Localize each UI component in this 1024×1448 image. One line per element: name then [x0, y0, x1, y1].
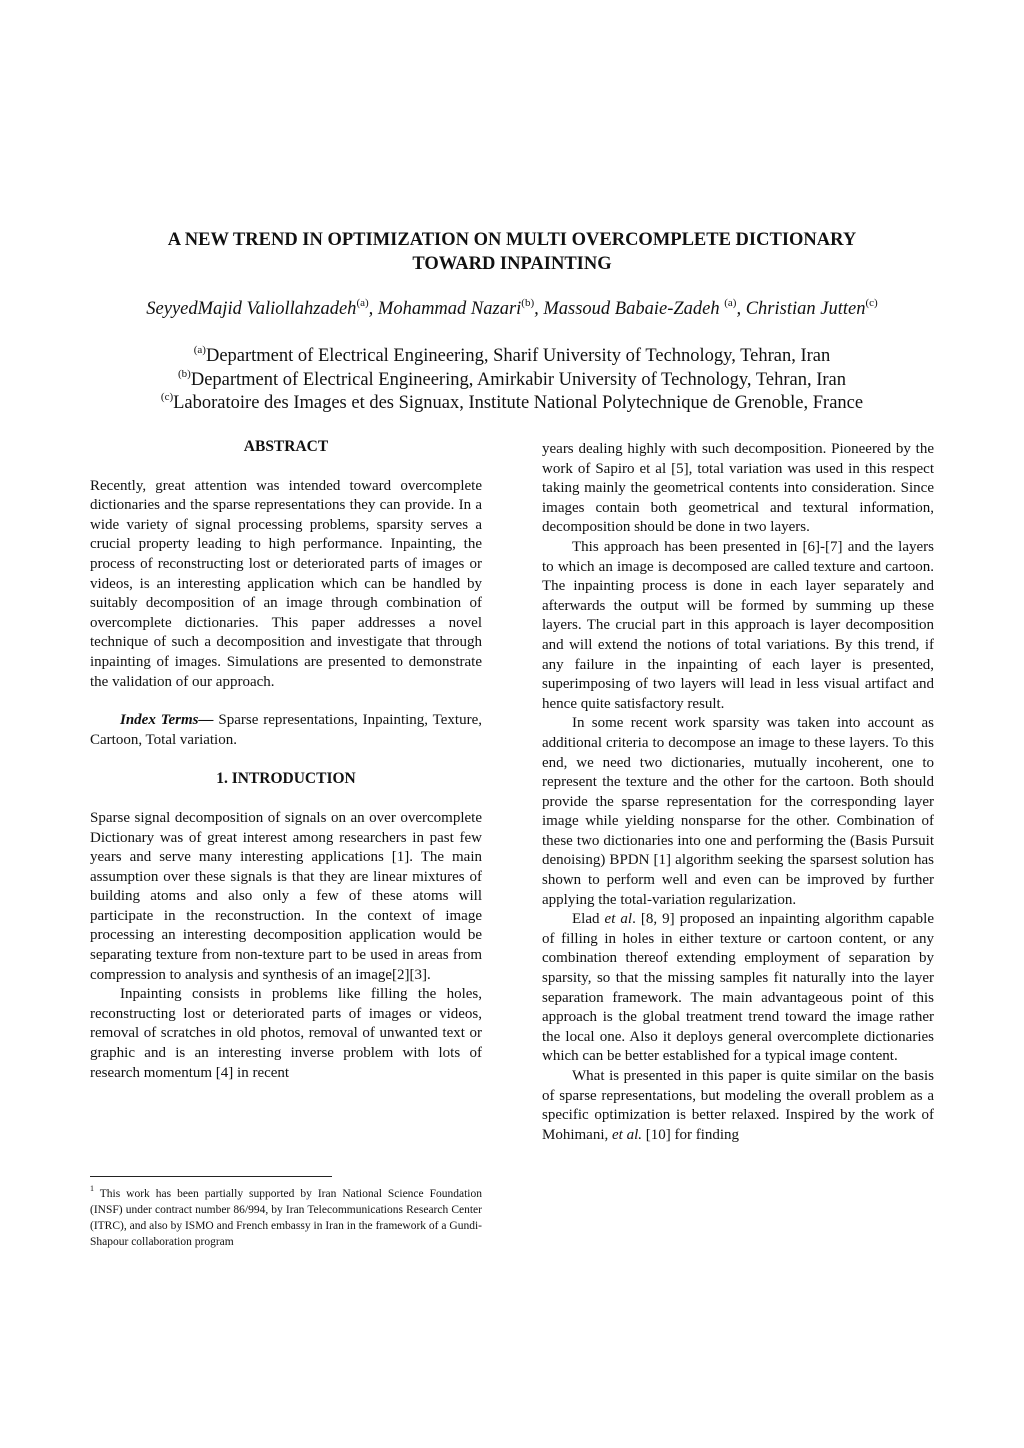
- intro-heading: 1. INTRODUCTION: [216, 770, 356, 788]
- right-column: [542, 440, 934, 1145]
- right-paragraph-3: In some recent work sparsity was taken into account as additional criteria to decompose an image to these layers. To this end, we need two dictionaries, mutually incoherent, one to represent the texture and the other for the cartoon. Both should provide the sparse representation for the corresponding layer image while yielding nonsparse for the other. Combination of these two dictionaries into one and performing the (Basis Pursuit denoising) BPDN [1] algorithm seeking the sparsest solution has shown to perform well and even can be improved by further applying the total-variation regularization.: [542, 715, 934, 908]
- author-affil-mark: (a): [724, 297, 737, 309]
- paper-title: [0, 228, 1024, 276]
- author-affil-mark: (a): [356, 297, 369, 309]
- author-name: Christian Jutten: [745, 299, 866, 319]
- abstract-text: Recently, great attention was intended toward overcomplete dictionaries and the sparse representations they can provide. In a wide variety of signal processing problems, sparsity serves a crucial property leading to high performance. Inpainting, the process of reconstructing lost or deteriorated parts of images or videos, is an interesting application which can be handled by suitably decomposition of an image through combination of overcomplete dictionaries. This paper addresses a novel technique of such a decomposition and investigate that through inpainting of images. Simulations are presented to demonstrate the validation of our approach.: [90, 477, 482, 690]
- footnote-mark: 1: [90, 1184, 94, 1193]
- title-line-2: TOWARD INPAINTING: [412, 254, 612, 274]
- right-paragraph-5: What is presented in this paper is quite similar on the basis of sparse representations, but modeling the overall problem as a specific optimization is better relaxed. Inspired by the work of Mohimani, et al. [10] for finding: [542, 1068, 934, 1143]
- index-terms: Index Terms— Sparse representations, Inpainting, Texture, Cartoon, Total variation.: [90, 712, 482, 748]
- intro-paragraph-1: Sparse signal decomposition of signals on an over overcomplete Dictionary was of great interest among researchers in past few years and serve many interesting applications [1]. The main assumption over these signals is that they are linear mixtures of building atoms and also only a few of these atoms will participate in the reconstruction. In the context of image processing an interesting decomposition application would be separating texture from non-texture part to be used in areas from compression to analysis and synthesis of an image[2][3].: [90, 809, 482, 983]
- author-sep: ,: [736, 299, 746, 319]
- author-list: [0, 296, 1024, 322]
- affiliation-c: $^{(c)}$Laboratoire des Images et des Signuax, Institute National Polytechnique de Grenoble, France: [160, 391, 864, 413]
- author-name: SeyyedMajid Valiollahzadeh: [146, 299, 357, 319]
- author-affil-mark: (c): [865, 297, 878, 309]
- footnote-divider: [90, 1176, 332, 1177]
- right-paragraph-1: years dealing highly with such decomposition. Pioneered by the work of Sapiro et al [5], total variation was used in this respect taking mainly the geometrical contents into consideration. Since images contain both geometrical and textural information, decomposition should be done in two layers.: [542, 441, 934, 536]
- intro-paragraph-2: Inpainting consists in problems like filling the holes, reconstructing lost or deteriorated parts of images or videos, removal of scratches in old photos, removal of unwanted text or graphic and is an interesting inverse problem with lots of research momentum [4] in recent: [90, 986, 482, 1081]
- affiliation-b: $^{(b)}$Department of Electrical Engineering, Amirkabir University of Technology, Tehran, Iran: [178, 367, 846, 390]
- abstract-heading: ABSTRACT: [243, 438, 329, 455]
- left-column: [90, 437, 482, 1083]
- affiliation-a: $^{(a)}$Department of Electrical Engineering, Sharif University of Technology, Tehran, Iran: [193, 344, 831, 366]
- author-name: Mohammad Nazari: [377, 299, 522, 319]
- index-terms-label: Index Terms—: [120, 712, 214, 729]
- author-sep: ,: [368, 299, 378, 319]
- right-paragraph-2: This approach has been presented in [6]-[7] and the layers to which an image is decomposed are called texture and cartoon. The inpainting process is done in each layer separately and afterwards the output will be formed by summing up these layers. The crucial part in this approach is layer decomposition and will extend the notions of total variations. By this trend, if any failure in the inpainting of each layer is presented, superimposing of two layers will lead in less visual artifact and hence quite satisfactory result.: [542, 538, 934, 712]
- author-affil-mark: (b): [521, 297, 535, 309]
- right-paragraph-4: Elad et al. [8, 9] proposed an inpainting algorithm capable of filling in holes in either texture or cartoon content, or any combination thereof extending employment of separation by sparsity, so that the missing samples fit naturally into the layer separation framework. The main advantageous point of this approach is the global treatment trend toward the image rather the local one. Also it deploys general overcomplete dictionaries which can be better established for a typical image content.: [542, 911, 934, 1065]
- author-sep: ,: [534, 299, 544, 319]
- title-line-1: A NEW TREND IN OPTIMIZATION ON MULTI OVERCOMPLETE DICTIONARY: [167, 230, 857, 250]
- affiliations: [0, 345, 1024, 416]
- footnote: $^1$ This work has been partially supported by Iran National Science Foundation (INSF) under contract number 86/994, by Iran Telecommunications Research Center (ITRC), and also by ISMO and French embassy in Iran in the framework of a Gundi-Shapour collaboration program: [90, 1184, 482, 1248]
- author-name: Massoud Babaie-Zadeh: [543, 299, 725, 319]
